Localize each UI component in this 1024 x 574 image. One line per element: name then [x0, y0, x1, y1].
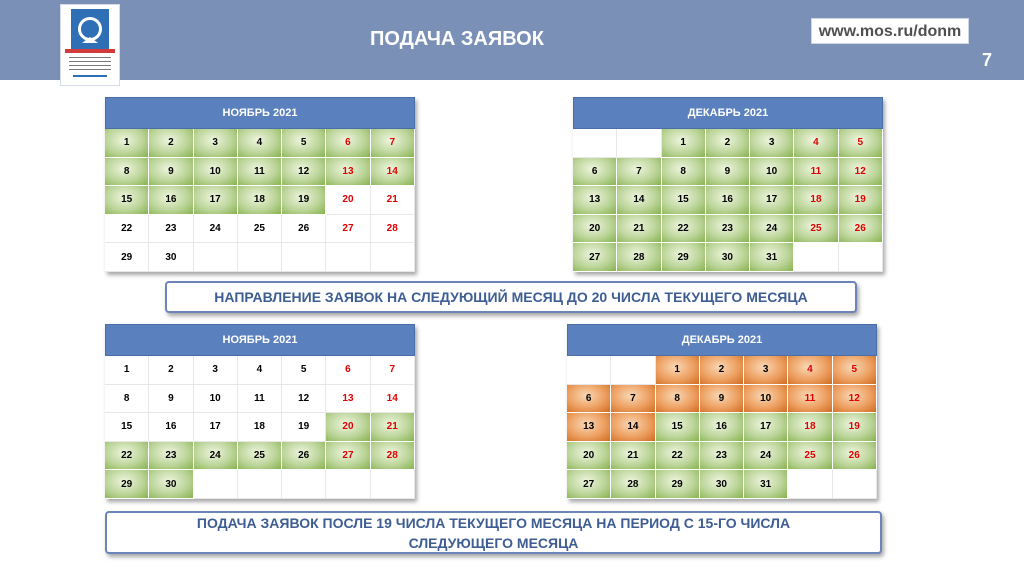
calendar-day-cell: 10: [194, 158, 238, 187]
calendar-empty-cell: [788, 470, 832, 499]
calendar-day-cell: 1: [105, 129, 149, 158]
calendar-grid: [567, 356, 877, 499]
calendar-empty-cell: [567, 356, 611, 385]
calendar-day-cell: 8: [662, 158, 706, 187]
calendar-day-cell: 29: [662, 243, 706, 272]
calendar-empty-cell: [611, 356, 655, 385]
calendar-month-title: ДЕКАБРЬ 2021: [567, 324, 877, 356]
calendar-empty-cell: [573, 129, 617, 158]
calendar-day-cell: 20: [573, 215, 617, 244]
calendar-day-cell: 2: [706, 129, 750, 158]
calendar-day-cell: 15: [105, 413, 149, 442]
calendar-day-cell: 21: [371, 413, 415, 442]
calendar-day-cell: 1: [656, 356, 700, 385]
calendar-day-cell: 4: [788, 356, 832, 385]
calendar-day-cell: 4: [794, 129, 838, 158]
calendar-day-cell: 22: [105, 442, 149, 471]
calendar-day-cell: 28: [371, 215, 415, 244]
page-title: ПОДАЧА ЗАЯВОК: [370, 28, 544, 50]
calendar-day-cell: 9: [149, 158, 193, 187]
calendar-day-cell: 5: [833, 356, 877, 385]
calendar-day-cell: 30: [149, 470, 193, 499]
calendar-day-cell: 14: [611, 413, 655, 442]
calendar-day-cell: 24: [744, 442, 788, 471]
calendar-empty-cell: [371, 470, 415, 499]
calendar-day-cell: 1: [662, 129, 706, 158]
calendar-day-cell: 2: [149, 356, 193, 385]
calendar-day-cell: 16: [149, 186, 193, 215]
calendar-day-cell: 5: [282, 356, 326, 385]
calendar-day-cell: 18: [238, 413, 282, 442]
calendar-day-cell: 6: [326, 356, 370, 385]
calendar-day-cell: 13: [326, 158, 370, 187]
calendar-day-cell: 23: [700, 442, 744, 471]
calendar-day-cell: 11: [238, 158, 282, 187]
calendar-day-cell: 20: [567, 442, 611, 471]
calendar-day-cell: 13: [567, 413, 611, 442]
calendar-day-cell: 28: [617, 243, 661, 272]
calendar-empty-cell: [326, 243, 370, 272]
calendar-day-cell: 24: [194, 215, 238, 244]
calendar-day-cell: 12: [282, 385, 326, 414]
calendar-empty-cell: [617, 129, 661, 158]
calendar-day-cell: 17: [194, 186, 238, 215]
calendar-day-cell: 3: [194, 129, 238, 158]
calendar-day-cell: 30: [700, 470, 744, 499]
calendar-day-cell: 4: [238, 129, 282, 158]
calendar-day-cell: 22: [662, 215, 706, 244]
calendar-day-cell: 23: [149, 442, 193, 471]
calendar-day-cell: 27: [326, 215, 370, 244]
calendar-day-cell: 10: [744, 385, 788, 414]
calendar-day-cell: 7: [371, 356, 415, 385]
calendar-day-cell: 18: [794, 186, 838, 215]
calendar-day-cell: 27: [326, 442, 370, 471]
calendar-day-cell: 31: [744, 470, 788, 499]
calendar-day-cell: 11: [794, 158, 838, 187]
calendar-empty-cell: [839, 243, 883, 272]
calendar-day-cell: 27: [567, 470, 611, 499]
calendar-day-cell: 17: [744, 413, 788, 442]
calendar-day-cell: 12: [833, 385, 877, 414]
calendar-day-cell: 18: [788, 413, 832, 442]
calendar-day-cell: 20: [326, 186, 370, 215]
calendar-day-cell: 4: [238, 356, 282, 385]
calendar-day-cell: 31: [750, 243, 794, 272]
calendar-day-cell: 12: [282, 158, 326, 187]
calendar-month-title: ДЕКАБРЬ 2021: [573, 97, 883, 129]
calendar-day-cell: 1: [105, 356, 149, 385]
calendar-day-cell: 15: [656, 413, 700, 442]
calendar-day-cell: 8: [656, 385, 700, 414]
calendar-day-cell: 21: [371, 186, 415, 215]
calendar-day-cell: 7: [371, 129, 415, 158]
calendar-day-cell: 30: [149, 243, 193, 272]
calendar-grid: [573, 129, 883, 272]
calendar-day-cell: 16: [706, 186, 750, 215]
calendar-day-cell: 24: [194, 442, 238, 471]
calendar-day-cell: 28: [611, 470, 655, 499]
calendar-empty-cell: [833, 470, 877, 499]
calendar-day-cell: 8: [105, 385, 149, 414]
calendar-day-cell: 16: [149, 413, 193, 442]
calendar-day-cell: 21: [611, 442, 655, 471]
calendar-day-cell: 27: [573, 243, 617, 272]
calendar-day-cell: 3: [744, 356, 788, 385]
calendar-day-cell: 26: [839, 215, 883, 244]
calendar-day-cell: 2: [149, 129, 193, 158]
calendar-empty-cell: [238, 470, 282, 499]
calendar-day-cell: 25: [238, 215, 282, 244]
calendar-day-cell: 25: [788, 442, 832, 471]
slide-number: 7: [982, 50, 993, 70]
calendar-day-cell: 22: [656, 442, 700, 471]
calendar-grid: [105, 129, 415, 272]
calendar-day-cell: 7: [611, 385, 655, 414]
calendar-day-cell: 14: [617, 186, 661, 215]
calendar-day-cell: 5: [282, 129, 326, 158]
rule-banner-top-text: НАПРАВЛЕНИЕ ЗАЯВОК НА СЛЕДУЮЩИЙ МЕСЯЦ ДО 20 ЧИСЛА ТЕКУЩЕГО МЕСЯЦА: [214, 289, 808, 305]
calendar-day-cell: 19: [282, 186, 326, 215]
calendar-day-cell: 14: [371, 158, 415, 187]
calendar-day-cell: 5: [839, 129, 883, 158]
calendar-day-cell: 18: [238, 186, 282, 215]
calendar-day-cell: 20: [326, 413, 370, 442]
calendar-day-cell: 30: [706, 243, 750, 272]
calendar-day-cell: 29: [105, 243, 149, 272]
calendar-day-cell: 13: [326, 385, 370, 414]
calendar-december-top: [573, 97, 883, 272]
rule-banner-bottom: [105, 511, 882, 554]
calendar-day-cell: 23: [706, 215, 750, 244]
calendar-day-cell: 19: [282, 413, 326, 442]
calendar-day-cell: 25: [794, 215, 838, 244]
calendar-day-cell: 21: [617, 215, 661, 244]
calendar-day-cell: 14: [371, 385, 415, 414]
calendar-day-cell: 9: [706, 158, 750, 187]
calendar-day-cell: 19: [839, 186, 883, 215]
calendar-day-cell: 15: [662, 186, 706, 215]
department-logo: [60, 4, 120, 86]
calendar-day-cell: 26: [833, 442, 877, 471]
calendar-day-cell: 17: [750, 186, 794, 215]
calendar-day-cell: 7: [617, 158, 661, 187]
calendar-empty-cell: [282, 470, 326, 499]
calendar-day-cell: 10: [750, 158, 794, 187]
calendar-day-cell: 29: [656, 470, 700, 499]
calendar-day-cell: 23: [149, 215, 193, 244]
calendar-day-cell: 6: [326, 129, 370, 158]
calendar-day-cell: 3: [750, 129, 794, 158]
calendar-day-cell: 6: [573, 158, 617, 187]
calendar-empty-cell: [194, 243, 238, 272]
calendar-day-cell: 16: [700, 413, 744, 442]
calendar-day-cell: 24: [750, 215, 794, 244]
calendar-month-title: НОЯБРЬ 2021: [105, 324, 415, 356]
calendar-day-cell: 6: [567, 385, 611, 414]
calendar-day-cell: 19: [833, 413, 877, 442]
calendar-november-bottom: [105, 324, 415, 499]
calendar-day-cell: 26: [282, 442, 326, 471]
calendar-day-cell: 28: [371, 442, 415, 471]
calendar-empty-cell: [282, 243, 326, 272]
calendar-day-cell: 25: [238, 442, 282, 471]
website-url: www.mos.ru/donm: [811, 18, 969, 44]
calendar-empty-cell: [794, 243, 838, 272]
calendar-day-cell: 9: [700, 385, 744, 414]
calendar-month-title: НОЯБРЬ 2021: [105, 97, 415, 129]
calendar-grid: [105, 356, 415, 499]
calendar-day-cell: 22: [105, 215, 149, 244]
calendar-empty-cell: [238, 243, 282, 272]
rule-banner-top: [165, 281, 857, 313]
calendar-day-cell: 9: [149, 385, 193, 414]
calendar-day-cell: 12: [839, 158, 883, 187]
calendar-day-cell: 3: [194, 356, 238, 385]
calendar-day-cell: 2: [700, 356, 744, 385]
calendar-empty-cell: [326, 470, 370, 499]
calendar-day-cell: 15: [105, 186, 149, 215]
rule-banner-bottom-line1: ПОДАЧА ЗАЯВОК ПОСЛЕ 19 ЧИСЛА ТЕКУЩЕГО МЕСЯЦА НА ПЕРИОД С 15-ГО ЧИСЛА: [196, 514, 791, 531]
calendar-november-top: [105, 97, 415, 272]
calendar-day-cell: 26: [282, 215, 326, 244]
calendar-day-cell: 11: [788, 385, 832, 414]
calendar-day-cell: 11: [238, 385, 282, 414]
calendar-day-cell: 10: [194, 385, 238, 414]
calendar-day-cell: 13: [573, 186, 617, 215]
calendar-day-cell: 29: [105, 470, 149, 499]
calendar-december-bottom: [567, 324, 877, 499]
calendar-day-cell: 8: [105, 158, 149, 187]
rule-banner-bottom-line2: СЛЕДУЮЩЕГО МЕСЯЦА: [408, 534, 579, 551]
calendar-empty-cell: [194, 470, 238, 499]
calendar-empty-cell: [371, 243, 415, 272]
calendar-day-cell: 17: [194, 413, 238, 442]
